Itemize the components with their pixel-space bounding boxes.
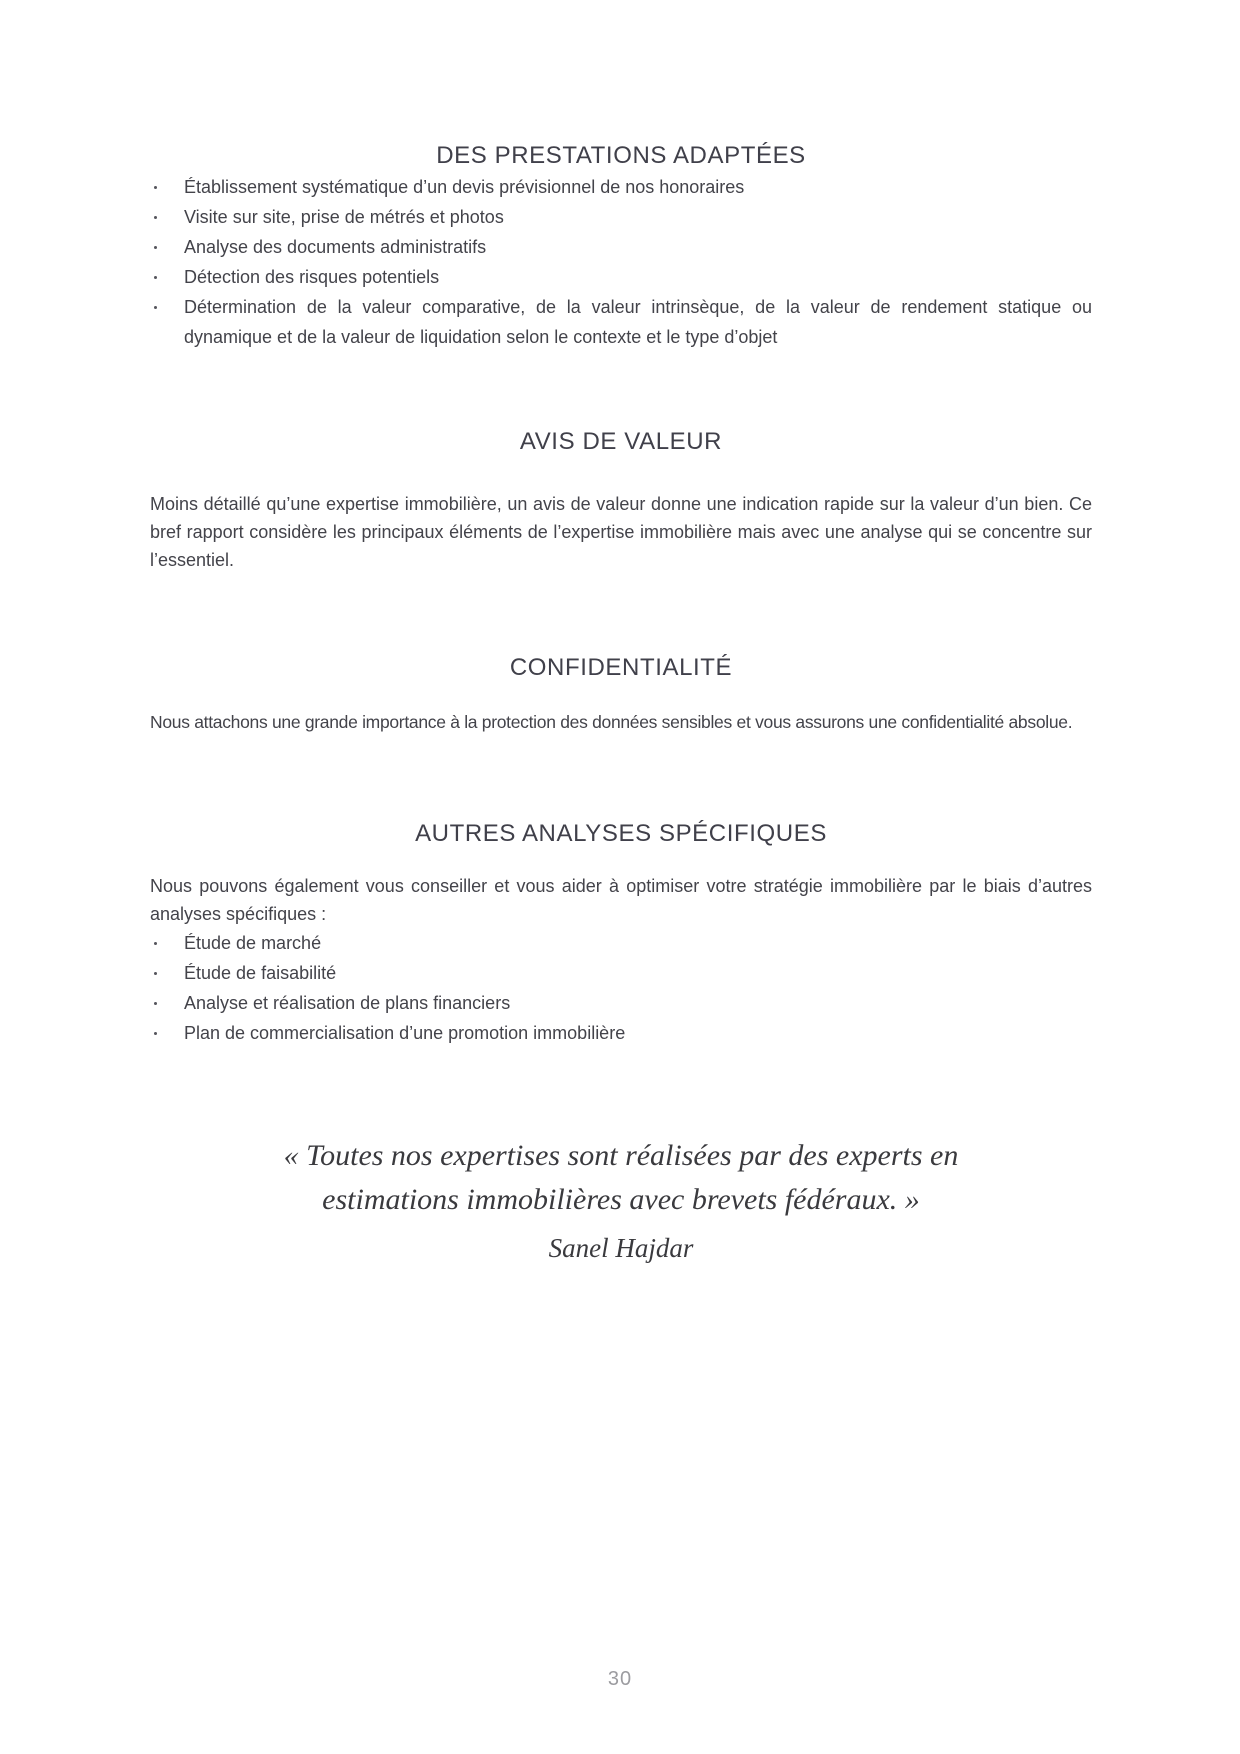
list-item — [150, 232, 1092, 262]
section-heading-prestations: DES PRESTATIONS ADAPTÉES — [436, 142, 806, 169]
avis-de-valeur-paragraph: Moins détaillé qu’une expertise immobilière, un avis de valeur donne une indication rapide sur la valeur d’un bien. Ce bref rapport considère les principaux éléments de l’expertise immobilière mais avec une analyse qui se concentre sur l’essentiel. — [150, 494, 1092, 570]
list-item-label: Détection des risques potentiels — [184, 267, 440, 287]
quote-line: « Toutes nos expertises sont réalisées par des experts en — [283, 1139, 959, 1172]
list-item-label: Visite sur site, prise de métrés et photos — [184, 207, 504, 227]
list-item — [150, 262, 1092, 292]
list-item-label: Étude de faisabilité — [184, 963, 337, 983]
list-item — [150, 172, 1092, 202]
list-item — [150, 958, 1092, 988]
list-item — [150, 1018, 1092, 1048]
testimonial-quote — [150, 1134, 1092, 1222]
list-item-label: Plan de commercialisation d’une promotion immobilière — [184, 1023, 626, 1043]
bullet-icon — [154, 276, 157, 279]
list-item — [150, 292, 1092, 352]
section-heading-avis-de-valeur: AVIS DE VALEUR — [519, 428, 723, 455]
section-heading-autres-analyses: AUTRES ANALYSES SPÉCIFIQUES — [415, 820, 827, 847]
list-item-label: Analyse et réalisation de plans financiers — [184, 993, 511, 1013]
confidentialite-paragraph: Nous attachons une grande importance à la protection des données sensibles et vous assurons une confidentialité absolue. — [150, 712, 1073, 732]
list-item — [150, 988, 1092, 1018]
section-heading-confidentialite: CONFIDENTIALITÉ — [509, 654, 733, 681]
bullet-icon — [154, 186, 157, 189]
bullet-icon — [154, 246, 157, 249]
prestations-bullet-list — [150, 172, 1092, 352]
autres-analyses-paragraph: Nous pouvons également vous conseiller et vous aider à optimiser votre stratégie immobilière par le biais d’autres analyses spécifiques : — [150, 876, 1092, 924]
quote-author: Sanel Hajdar — [548, 1233, 694, 1263]
bullet-icon — [154, 972, 157, 975]
quote-line: estimations immobilières avec brevets fédéraux. » — [322, 1183, 920, 1216]
list-item — [150, 202, 1092, 232]
bullet-icon — [154, 306, 157, 309]
bullet-icon — [154, 942, 157, 945]
list-item-label: Détermination de la valeur comparative, de la valeur intrinsèque, de la valeur de rendement statique ou dynamique et de la valeur de liquidation selon le contexte et le type d’objet — [184, 297, 1092, 347]
bullet-icon — [154, 1032, 157, 1035]
list-item-label: Analyse des documents administratifs — [184, 237, 487, 257]
list-item-label: Établissement systématique d’un devis prévisionnel de nos honoraires — [184, 177, 745, 197]
list-item-label: Étude de marché — [184, 933, 322, 953]
bullet-icon — [154, 216, 157, 219]
page-number: 30 — [607, 1668, 633, 1690]
autres-analyses-bullet-list — [150, 928, 1092, 1048]
bullet-icon — [154, 1002, 157, 1005]
list-item — [150, 928, 1092, 958]
